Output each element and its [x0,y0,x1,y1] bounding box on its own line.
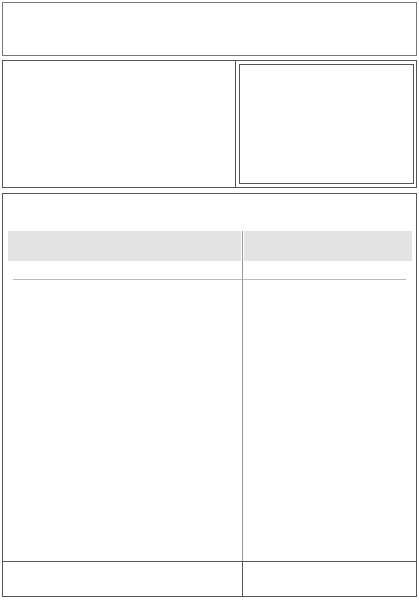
building-info-fields [3,61,236,187]
building-info-box [2,60,417,188]
certificate-header [2,2,417,56]
energy-performance-panel [2,193,417,597]
totals-label [9,568,133,591]
totals-row [3,561,416,596]
column-divider [242,231,243,594]
primary-energy-header [244,231,412,261]
totals-divider [242,562,243,597]
specific-values-header [8,265,241,279]
specific-values-rule [13,279,406,280]
building-photo-box [239,64,414,184]
delivered-energy-header [8,231,241,261]
